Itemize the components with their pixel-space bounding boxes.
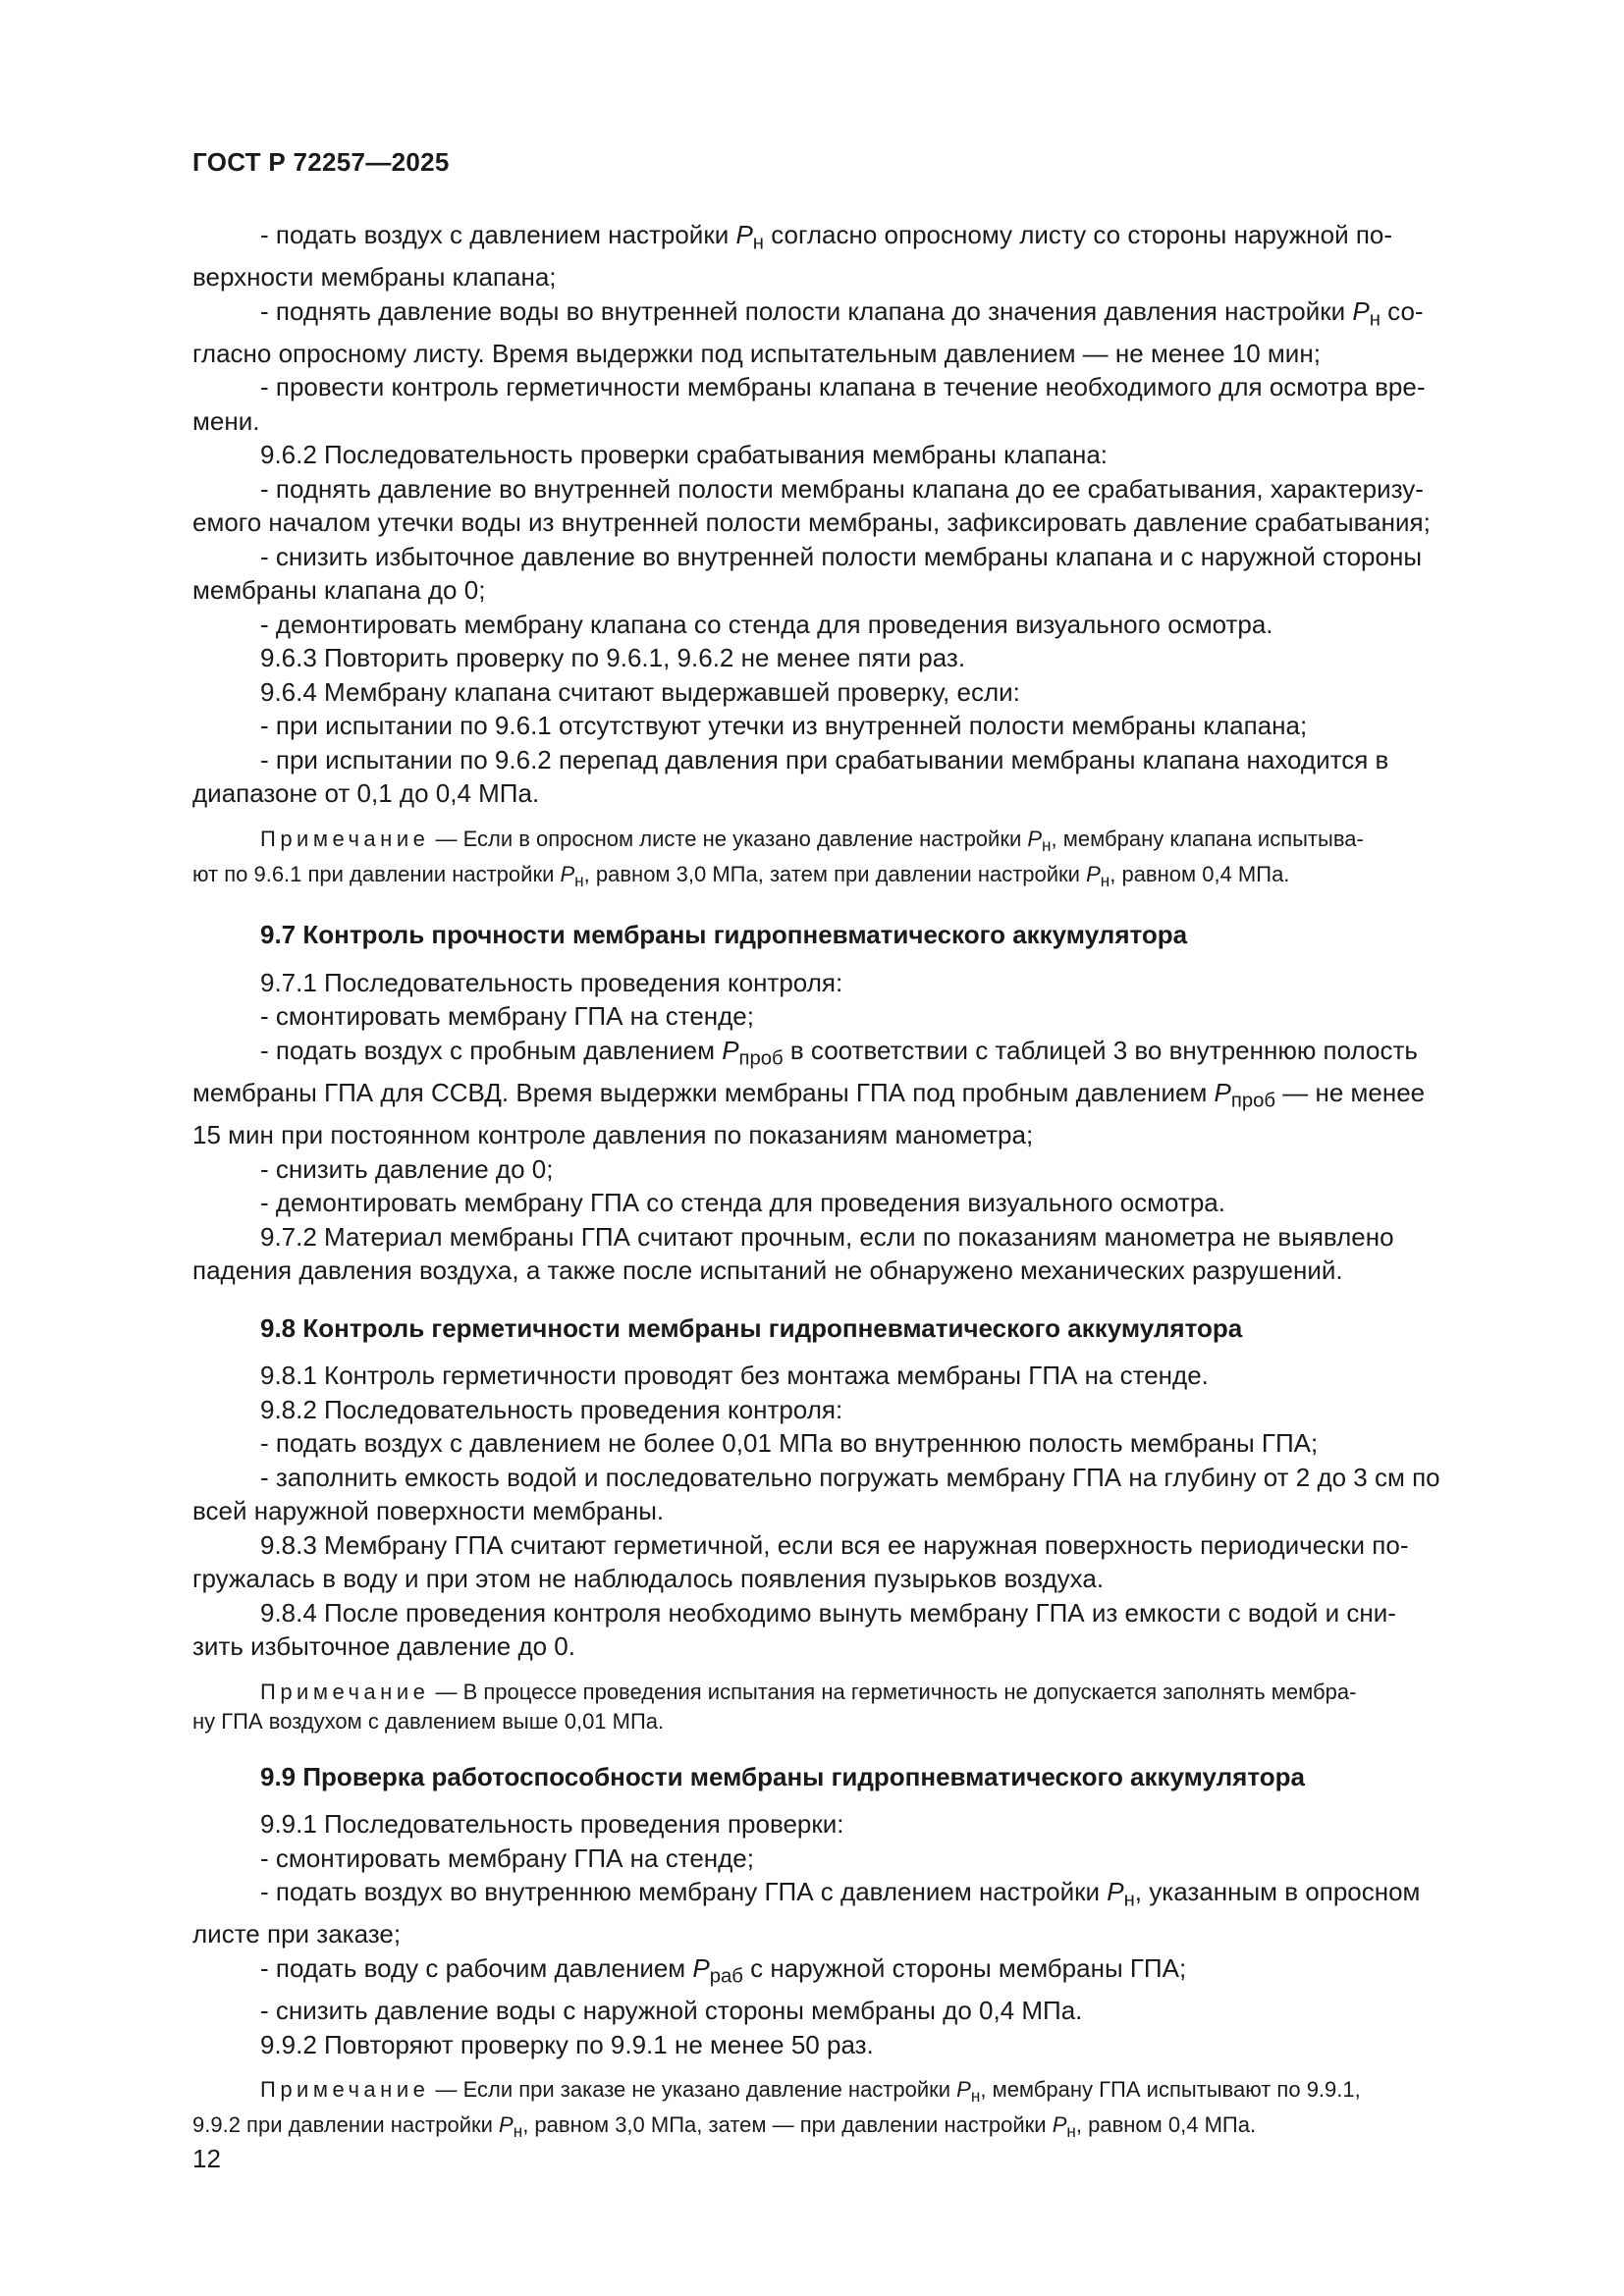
- bullet-item: - демонтировать мембрану клапана со стенда для проведения визуального осмотра.: [260, 609, 1273, 639]
- symbol-p-prob: $P_{проб}$: [722, 1035, 784, 1070]
- bullet-item: - подать воздух во внутреннюю мембрану ГПА с давлением настройки $P_н$, указанным в опросном: [260, 1877, 1421, 1911]
- clause-9-9-2: 9.9.2 Повторяют проверку по 9.9.1 не менее 50 раз.: [260, 2029, 874, 2059]
- clause-9-7-1: 9.7.1 Последовательность проведения контроля:: [260, 967, 843, 997]
- bullet-continuation: емого началом утечки воды из внутренней полости мембраны, зафиксировать давление срабатывания;: [192, 507, 1431, 538]
- bullet-continuation: диапазоне от 0,1 до 0,4 МПа.: [192, 778, 540, 809]
- section-heading-9-9: 9.9 Проверка работоспособности мембраны гидропневматического аккумулятора: [260, 1761, 1305, 1791]
- bullet-item: - при испытании по 9.6.2 перепад давления при срабатывании мембраны клапана находится в: [260, 744, 1389, 774]
- page-body: [192, 218, 1514, 2146]
- clause-continuation: гружалась в воду и при этом не наблюдалось появления пузырьков воздуха.: [192, 1564, 1105, 1594]
- clause-9-8-2: 9.8.2 Последовательность проведения контроля:: [260, 1394, 843, 1424]
- note-label: Примечание: [260, 1679, 430, 1704]
- bullet-item: - демонтировать мембрану ГПА со стенда для проведения визуального осмотра.: [260, 1188, 1225, 1218]
- bullet-continuation: листе при заказе;: [192, 1919, 402, 1949]
- bullet-item: - снизить избыточное давление во внутренней полости мембраны клапана и с наружной стороны: [260, 541, 1423, 571]
- clause-9-6-4: 9.6.4 Мембрану клапана считают выдержавшей проверку, если:: [260, 676, 1020, 707]
- clause-continuation: зить избыточное давление до 0.: [192, 1631, 575, 1662]
- note-label: Примечание: [260, 826, 430, 851]
- bullet-item: - снизить давление до 0;: [260, 1153, 554, 1184]
- symbol-p-n: $P_н$: [499, 2111, 523, 2141]
- bullet-item: - подать воздух с пробным давлением $P_{проб}$ в соответствии с таблицей 3 во внутреннюю полость: [260, 1035, 1418, 1070]
- note-9-6: Примечание — Если в опросном листе не указано давление настройки $P_н$, мембрану клапана испытыва-: [260, 826, 1364, 855]
- bullet-item: - поднять давление во внутренней полости мембраны клапана до ее срабатывания, характеризу-: [260, 473, 1424, 504]
- bullet-item: - смонтировать мембрану ГПА на стенде;: [260, 1001, 754, 1032]
- bullet-item: - снизить давление воды с наружной стороны мембраны до 0,4 МПа.: [260, 1996, 1083, 2026]
- clause-9-9-1: 9.9.1 Последовательность проведения проверки:: [260, 1809, 844, 1840]
- bullet-continuation: мени.: [192, 405, 260, 436]
- clause-9-8-1: 9.8.1 Контроль герметичности проводят без монтажа мембраны ГПА на стенде.: [260, 1361, 1209, 1391]
- bullet-item: - подать воздух с давлением настройки $P_н$ согласно опросному листу со стороны наружной по-: [260, 220, 1393, 254]
- symbol-p-n: $P_н$: [956, 2077, 981, 2106]
- document-header: ГОСТ Р 72257—2025: [192, 147, 450, 177]
- symbol-p-n: $P_н$: [560, 861, 584, 890]
- note-continuation: ну ГПА воздухом с давлением выше 0,01 МПа.: [192, 1708, 665, 1734]
- bullet-continuation: 15 мин при постоянном контроле давления по показаниям манометра;: [192, 1120, 1034, 1150]
- bullet-continuation: мембраны клапана до 0;: [192, 575, 486, 606]
- bullet-continuation: мембраны ГПА для ССВД. Время выдержки мембраны ГПА под пробным давлением $P_{проб}$ — не менее: [192, 1078, 1426, 1112]
- bullet-item: - заполнить емкость водой и последовательно погружать мембрану ГПА на глубину от 2 до 3 см по: [260, 1462, 1440, 1492]
- symbol-p-n: $P_н$: [1107, 1877, 1135, 1911]
- bullet-item: - смонтировать мембрану ГПА на стенде;: [260, 1842, 754, 1873]
- clause-9-8-4: 9.8.4 После проведения контроля необходимо вынуть мембрану ГПА из емкости с водой и сни-: [260, 1597, 1396, 1628]
- note-9-9: Примечание — Если при заказе не указано давление настройки $P_н$, мембрану ГПА испытывают по 9.9.1,: [260, 2077, 1361, 2106]
- note-continuation: 9.9.2 при давлении настройки $P_н$, равном 3,0 МПа, затем — при давлении настройки $P_н$, равном 0,4 МПа.: [192, 2111, 1257, 2141]
- bullet-item: - поднять давление воды во внутренней полости клапана до значения давления настройки $P_н$ со-: [260, 295, 1424, 331]
- symbol-p-n: $P_н$: [1086, 861, 1110, 890]
- bullet-item: - подать воздух с давлением не более 0,01 МПа во внутреннюю полость мембраны ГПА;: [260, 1428, 1319, 1459]
- bullet-continuation: верхности мембраны клапана;: [192, 262, 557, 293]
- section-heading-9-8: 9.8 Контроль герметичности мембраны гидропневматического аккумулятора: [260, 1312, 1243, 1343]
- bullet-continuation: гласно опросному листу. Время выдержки под испытательным давлением — не менее 10 мин;: [192, 338, 1321, 368]
- clause-continuation: падения давления воздуха, а также после испытаний не обнаружено механических разрушений.: [192, 1255, 1343, 1286]
- symbol-p-n: $P_н$: [1052, 2111, 1076, 2141]
- symbol-p-n: $P_н$: [1027, 826, 1052, 855]
- bullet-continuation: всей наружной поверхности мембраны.: [192, 1496, 665, 1526]
- bullet-item: - провести контроль герметичности мембраны клапана в течение необходимого для осмотра вре-: [260, 372, 1426, 402]
- section-heading-9-7: 9.7 Контроль прочности мембраны гидропневматического аккумулятора: [260, 920, 1188, 950]
- note-9-8: Примечание — В процессе проведения испытания на герметичность не допускается заполнять мембра-: [260, 1679, 1357, 1704]
- note-label: Примечание: [260, 2077, 430, 2103]
- symbol-p-rab: $P_{раб}$: [692, 1952, 743, 1988]
- clause-9-7-2: 9.7.2 Материал мембраны ГПА считают прочным, если по показаниям манометра не выявлено: [260, 1221, 1394, 1252]
- note-continuation: ют по 9.6.1 при давлении настройки $P_н$, равном 3,0 МПа, затем при давлении настройки $P_н$, равном 0,4 МПа.: [192, 861, 1290, 890]
- clause-9-6-2: 9.6.2 Последовательность проверки срабатывания мембраны клапана:: [260, 440, 1109, 470]
- symbol-p-n: $P_н$: [735, 220, 764, 254]
- bullet-item: - при испытании по 9.6.1 отсутствуют утечки из внутренней полости мембраны клапана;: [260, 711, 1308, 741]
- symbol-p-n: $P_н$: [1352, 295, 1380, 331]
- bullet-item: - подать воду с рабочим давлением $P_{раб}$ с наружной стороны мембраны ГПА;: [260, 1952, 1187, 1988]
- clause-9-6-3: 9.6.3 Повторить проверку по 9.6.1, 9.6.2 не менее пяти раз.: [260, 643, 966, 673]
- page-number: 12: [192, 2144, 221, 2173]
- symbol-p-prob: $P_{проб}$: [1214, 1078, 1276, 1112]
- clause-9-8-3: 9.8.3 Мембрану ГПА считают герметичной, если вся ее наружная поверхность периодически по-: [260, 1529, 1409, 1560]
